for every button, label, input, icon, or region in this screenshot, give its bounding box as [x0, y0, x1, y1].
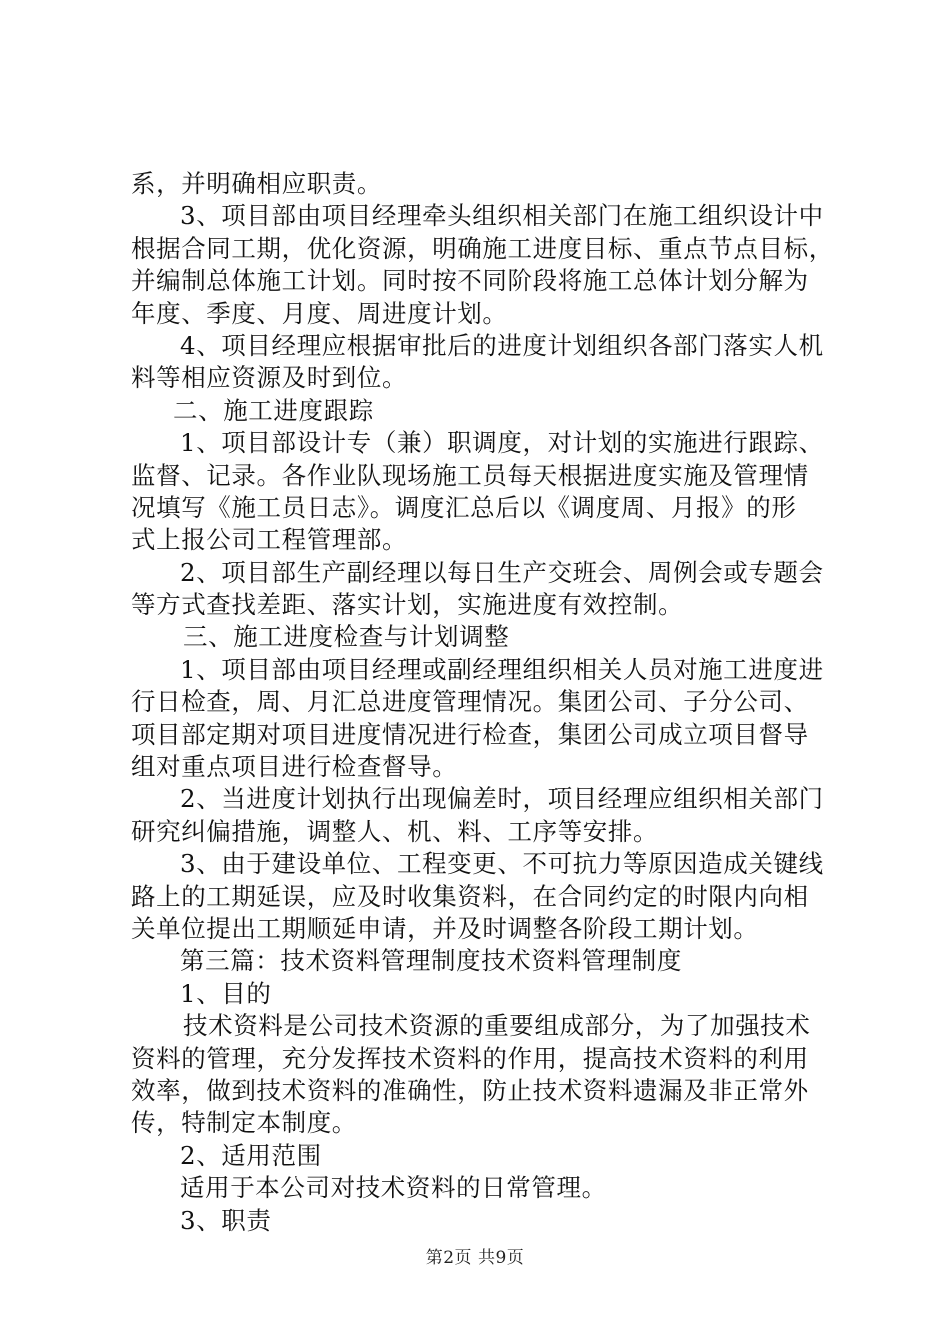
text-line: 行日检查，周、月汇总进度管理情况。集团公司、子分公司、: [131, 687, 809, 717]
text-line: 1、项目部由项目经理或副经理组织相关人员对施工进度进: [180, 654, 824, 684]
text-line: 效率，做到技术资料的准确性，防止技术资料遗漏及非正常外: [131, 1075, 809, 1105]
text-line: 1、项目部设计专（兼）职调度，对计划的实施进行跟踪、: [180, 428, 824, 458]
text-line: 适用于本公司对技术资料的日常管理。: [180, 1173, 607, 1203]
section-heading: 3、职责: [180, 1205, 272, 1235]
text-line: 料等相应资源及时到位。: [131, 363, 408, 393]
text-line: 3、项目部由项目经理牵头组织相关部门在施工组织设计中: [180, 201, 824, 231]
text-line: 关单位提出工期顺延申请，并及时调整各阶段工期计划。: [131, 913, 759, 943]
page-number-footer: 第2页 共9页: [425, 1248, 525, 1268]
text-line: 传，特制定本制度。: [131, 1108, 357, 1138]
text-line: 等方式查找差距、落实计划，实施进度有效控制。: [131, 590, 684, 620]
text-line: 4、项目经理应根据审批后的进度计划组织各部门落实人机: [180, 330, 824, 360]
section-heading: 1、目的: [180, 978, 272, 1008]
text-line: 项目部定期对项目进度情况进行检查，集团公司成立项目督导: [131, 719, 809, 749]
text-line: 年度、季度、月度、周进度计划。: [131, 298, 508, 328]
text-line: 式上报公司工程管理部。: [131, 525, 408, 555]
section-heading: 二、施工进度跟踪: [173, 395, 374, 425]
text-line: 2、项目部生产副经理以每日生产交班会、周例会或专题会: [180, 557, 824, 587]
text-line: 监督、记录。各作业队现场施工员每天根据进度实施及管理情: [131, 460, 809, 490]
text-line: 2、当进度计划执行出现偏差时，项目经理应组织相关部门: [180, 784, 824, 814]
text-line: 路上的工期延误，应及时收集资料，在合同约定的时限内向相: [131, 881, 809, 911]
text-line: 3、由于建设单位、工程变更、不可抗力等原因造成关键线: [180, 849, 824, 879]
section-heading: 2、适用范围: [180, 1140, 322, 1170]
text-line: 根据合同工期，优化资源，明确施工进度目标、重点节点目标，: [131, 233, 834, 263]
text-line: 技术资料是公司技术资源的重要组成部分，为了加强技术: [183, 1011, 811, 1041]
text-line: 况填写《施工员日志》。调度汇总后以《调度周、月报》的形: [131, 492, 797, 522]
text-line: 研究纠偏措施，调整人、机、料、工序等安排。: [131, 816, 659, 846]
text-line: 并编制总体施工计划。同时按不同阶段将施工总体计划分解为: [131, 266, 809, 296]
chapter-heading: 第三篇：技术资料管理制度技术资料管理制度: [180, 946, 682, 976]
section-heading: 三、施工进度检查与计划调整: [183, 622, 510, 652]
text-line: 系，并明确相应职责。: [131, 169, 382, 198]
text-line: 资料的管理，充分发挥技术资料的作用，提高技术资料的利用: [131, 1043, 809, 1073]
document-body: [131, 168, 834, 1237]
text-line: 组对重点项目进行检查督导。: [131, 752, 458, 782]
